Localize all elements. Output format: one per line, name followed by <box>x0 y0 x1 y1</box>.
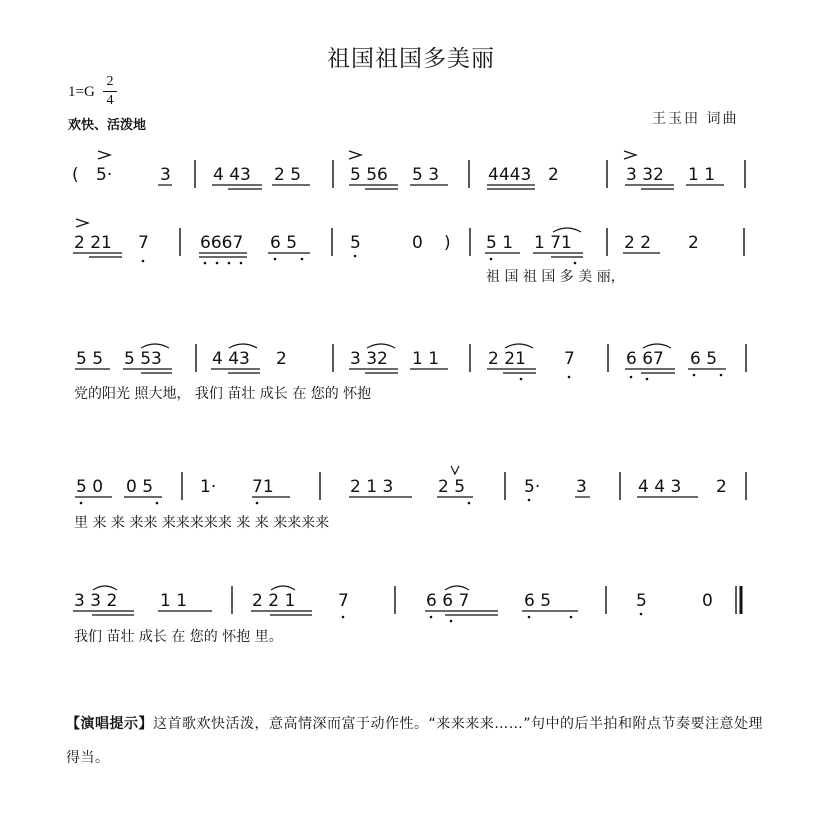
lyric-line: 党的阳光 照大地， 我们 苗壮 成长 在 您的 怀抱 <box>74 386 372 402</box>
note: 4 43 <box>213 165 251 185</box>
note: 0 <box>702 591 713 611</box>
note: 4 4 3 <box>638 477 682 497</box>
note: 0 <box>412 233 423 253</box>
lyric-line: 我们 苗壮 成长 在 您的 怀抱 里。 <box>74 629 283 645</box>
note: 2 21 <box>488 349 526 369</box>
note: 3 32 <box>626 165 664 185</box>
note: 7 <box>564 349 575 369</box>
lyric-line: 里 来 来 来来 来来来来来 来 来 来来来来 <box>74 515 330 531</box>
key-signature: 1=G <box>68 84 95 100</box>
note: 3 3 2 <box>74 591 118 611</box>
note: 2 5 <box>274 165 302 185</box>
note: 5 53 <box>124 349 162 369</box>
note: 5 56 <box>350 165 388 185</box>
note: 2 2 <box>624 233 652 253</box>
note: 3 32 <box>350 349 388 369</box>
paren-close: ) <box>444 233 451 253</box>
note: 6 5 <box>690 349 718 369</box>
note: 6667 <box>200 233 244 253</box>
note: 5 1 <box>486 233 514 253</box>
song-title: 祖国祖国多美丽 <box>327 46 495 72</box>
note: 5 <box>636 591 647 611</box>
note: 7 <box>138 233 149 253</box>
note: 1 1 <box>412 349 440 369</box>
note: 6 6 7 <box>426 591 470 611</box>
singing-tip-label: 【演唱提示】 <box>66 716 153 732</box>
note: 5 <box>350 233 361 253</box>
note: 4443 <box>488 165 532 185</box>
note: 3 <box>160 165 171 185</box>
score-line-5 <box>73 586 741 645</box>
note: 6 67 <box>626 349 664 369</box>
note: 1 1 <box>160 591 188 611</box>
time-signature-top: 2 <box>106 74 114 89</box>
note: 1 1 <box>688 165 716 185</box>
note: 0 5 <box>126 477 154 497</box>
note: 5 3 <box>412 165 440 185</box>
singing-tip <box>66 707 766 775</box>
score-line-4 <box>74 466 746 531</box>
note: 5· <box>524 477 541 497</box>
note: 2 21 <box>74 233 112 253</box>
note: 2 <box>548 165 559 185</box>
score-line-1 <box>72 151 745 189</box>
note: 6 5 <box>270 233 298 253</box>
lyric-line: 祖 国 祖 国 多 美 丽， <box>486 269 625 285</box>
note: 7 <box>338 591 349 611</box>
singing-tip-text: 这首歌欢快活泼，意高情深而富于动作性。“来来来来……”句中的后半拍和附点节奏要注意处理得当。 <box>66 716 764 766</box>
note: 2 <box>688 233 699 253</box>
note: 4 43 <box>212 349 250 369</box>
note: 5 0 <box>76 477 104 497</box>
tempo-marking: 欢快、活泼地 <box>68 118 147 133</box>
note: 1· <box>200 477 217 497</box>
note: 2 <box>276 349 287 369</box>
note: 71 <box>252 477 274 497</box>
note: 5 5 <box>76 349 104 369</box>
note: 2 1 3 <box>350 477 394 497</box>
note: 3 <box>576 477 587 497</box>
score-line-3 <box>74 344 746 402</box>
score-line-2 <box>73 219 744 285</box>
note: 2 5 <box>438 477 466 497</box>
note: 6 5 <box>524 591 552 611</box>
author-credit: 王玉田 词曲 <box>652 111 739 127</box>
note: 2 2 1 <box>252 591 296 611</box>
note: 5· <box>96 165 113 185</box>
note: 2 <box>716 477 727 497</box>
time-signature-bottom: 4 <box>106 93 114 108</box>
paren-open: ( <box>72 165 79 185</box>
note: 1 71 <box>534 233 572 253</box>
